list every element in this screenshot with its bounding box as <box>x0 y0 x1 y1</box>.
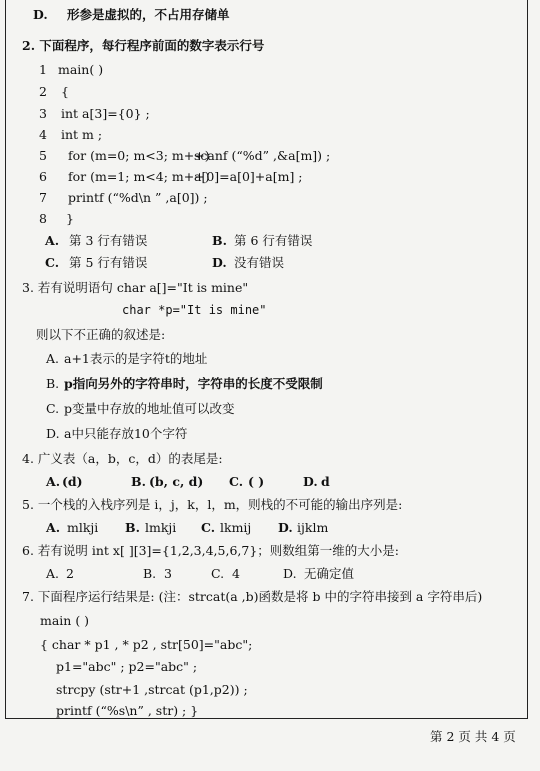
q2-option-a-key: A. <box>45 233 60 248</box>
q4-option-key: A. <box>46 474 61 489</box>
q4-option-text: d <box>321 474 330 489</box>
q5-option-text: mlkji <box>67 520 99 535</box>
q4-option-text: (d) <box>62 474 83 489</box>
q5-option-key: A. <box>46 520 61 535</box>
q7-code-line: { char * p1 , * p2 , str[50]="abc"; <box>40 637 253 652</box>
q5-option-text: lkmij <box>220 520 252 535</box>
q3-title-text: 3. 若有说明语句 char a[]="It is mine" <box>22 280 249 295</box>
q4-option-text: (b, c, d) <box>149 474 204 489</box>
q7-code-line: p1="abc" ; p2="abc" ; <box>56 659 198 674</box>
q2-option-c-text: 第 5 行有错误 <box>69 255 148 270</box>
q6-option-text: 2 <box>66 566 74 581</box>
q2-title: 2. 下面程序，每行程序前面的数字表示行号 <box>22 38 265 53</box>
q3-option-key: C. <box>46 401 60 416</box>
q2-code-line: int a[3]={0} ; <box>61 106 150 121</box>
q7-title: 7. 下面程序运行结果是: (注：strcat(a ,b)函数是将 b 中的字符串接到 a 字符串后) <box>22 589 483 604</box>
q5-title: 5. 一个栈的入栈序列是 i，j，k，l，m，则栈的不可能的输出序列是: <box>22 497 403 512</box>
q7-code-line: printf (“%s\n” , str) ; } <box>56 703 199 718</box>
q2-option-b-key: B. <box>212 233 227 248</box>
q7-code-line: main ( ) <box>40 613 90 628</box>
q3-option-text: p变量中存放的地址值可以改变 <box>64 401 235 416</box>
q5-option-key: D. <box>278 520 293 535</box>
q2-line-number: 3 <box>39 106 47 121</box>
q6-option-text: 3 <box>164 566 172 581</box>
q2-option-c-key: C. <box>45 255 60 270</box>
q2-line-number: 1 <box>39 62 47 77</box>
q3-title <box>22 280 248 296</box>
q2-code-line: { <box>61 84 69 99</box>
q2-line-number: 6 <box>39 169 47 184</box>
q2-option-b-text: 第 6 行有错误 <box>234 233 313 248</box>
q4-option-key: D. <box>303 474 318 489</box>
q2-code-line-stmt: scanf (“%d” ,&a[m]) ; <box>194 148 331 163</box>
q6-option-key: A. <box>46 566 60 581</box>
q5-option-text: lmkji <box>145 520 177 535</box>
q2-code-line: main( ) <box>58 62 104 77</box>
q2-line-number: 8 <box>39 211 47 226</box>
q2-line-number: 5 <box>39 148 47 163</box>
q4-option-text: ( ) <box>248 474 265 489</box>
q6-option-key: B. <box>143 566 157 581</box>
q5-option-key: C. <box>201 520 216 535</box>
q6-option-key: D. <box>283 566 297 581</box>
q2-code-line-stmt: a[0]=a[0]+a[m] ; <box>194 169 303 184</box>
q1-option-d-key: D. <box>33 7 48 22</box>
q6-option-key: C. <box>211 566 225 581</box>
q6-option-text: 4 <box>232 566 240 581</box>
q4-title: 4. 广义表（a，b，c，d）的表尾是: <box>22 451 223 466</box>
q2-code-line: } <box>66 211 74 226</box>
q5-option-key: B. <box>125 520 140 535</box>
q1-option-d-text: 形参是虚拟的，不占用存储单 <box>67 7 230 22</box>
q6-title: 6. 若有说明 int x[ ][3]={1,2,3,4,5,6,7}；则数组第一维的大小是: <box>22 543 400 558</box>
q2-line-number: 7 <box>39 190 47 205</box>
q3-option-text: a中只能存放10个字符 <box>64 426 188 441</box>
q3-option-text: p指向另外的字符串时，字符串的长度不受限制 <box>64 376 323 391</box>
q3-option-key: D. <box>46 426 60 441</box>
q4-option-key: B. <box>131 474 146 489</box>
q2-line-number: 2 <box>39 84 47 99</box>
q3-option-key: B. <box>46 376 60 391</box>
q2-line-number: 4 <box>39 127 47 142</box>
q3-title-line2: char *p="It is mine" <box>122 303 267 317</box>
q6-option-text: 无确定值 <box>304 566 355 581</box>
q2-code-line: printf (“%d\n ” ,a[0]) ; <box>68 190 208 205</box>
q3-option-key: A. <box>46 351 60 366</box>
q2-option-a-text: 第 3 行有错误 <box>69 233 148 248</box>
q7-code-line: strcpy (str+1 ,strcat (p1,p2)) ; <box>56 682 248 697</box>
q3-prompt: 则以下不正确的叙述是: <box>36 327 166 342</box>
q2-code-line: int m ; <box>61 127 103 142</box>
q2-option-d-key: D. <box>212 255 227 270</box>
q2-option-d-text: 没有错误 <box>234 255 285 270</box>
q2-code-line: for (m=0; m<3; m++) <box>68 148 210 163</box>
q2-code-line: for (m=1; m<4; m++) <box>68 169 210 184</box>
page-number: 第 2 页 共 4 页 <box>430 729 516 744</box>
q5-option-text: ijklm <box>297 520 329 535</box>
q4-option-key: C. <box>229 474 244 489</box>
q3-option-text: a+1表示的是字符t的地址 <box>64 351 208 366</box>
